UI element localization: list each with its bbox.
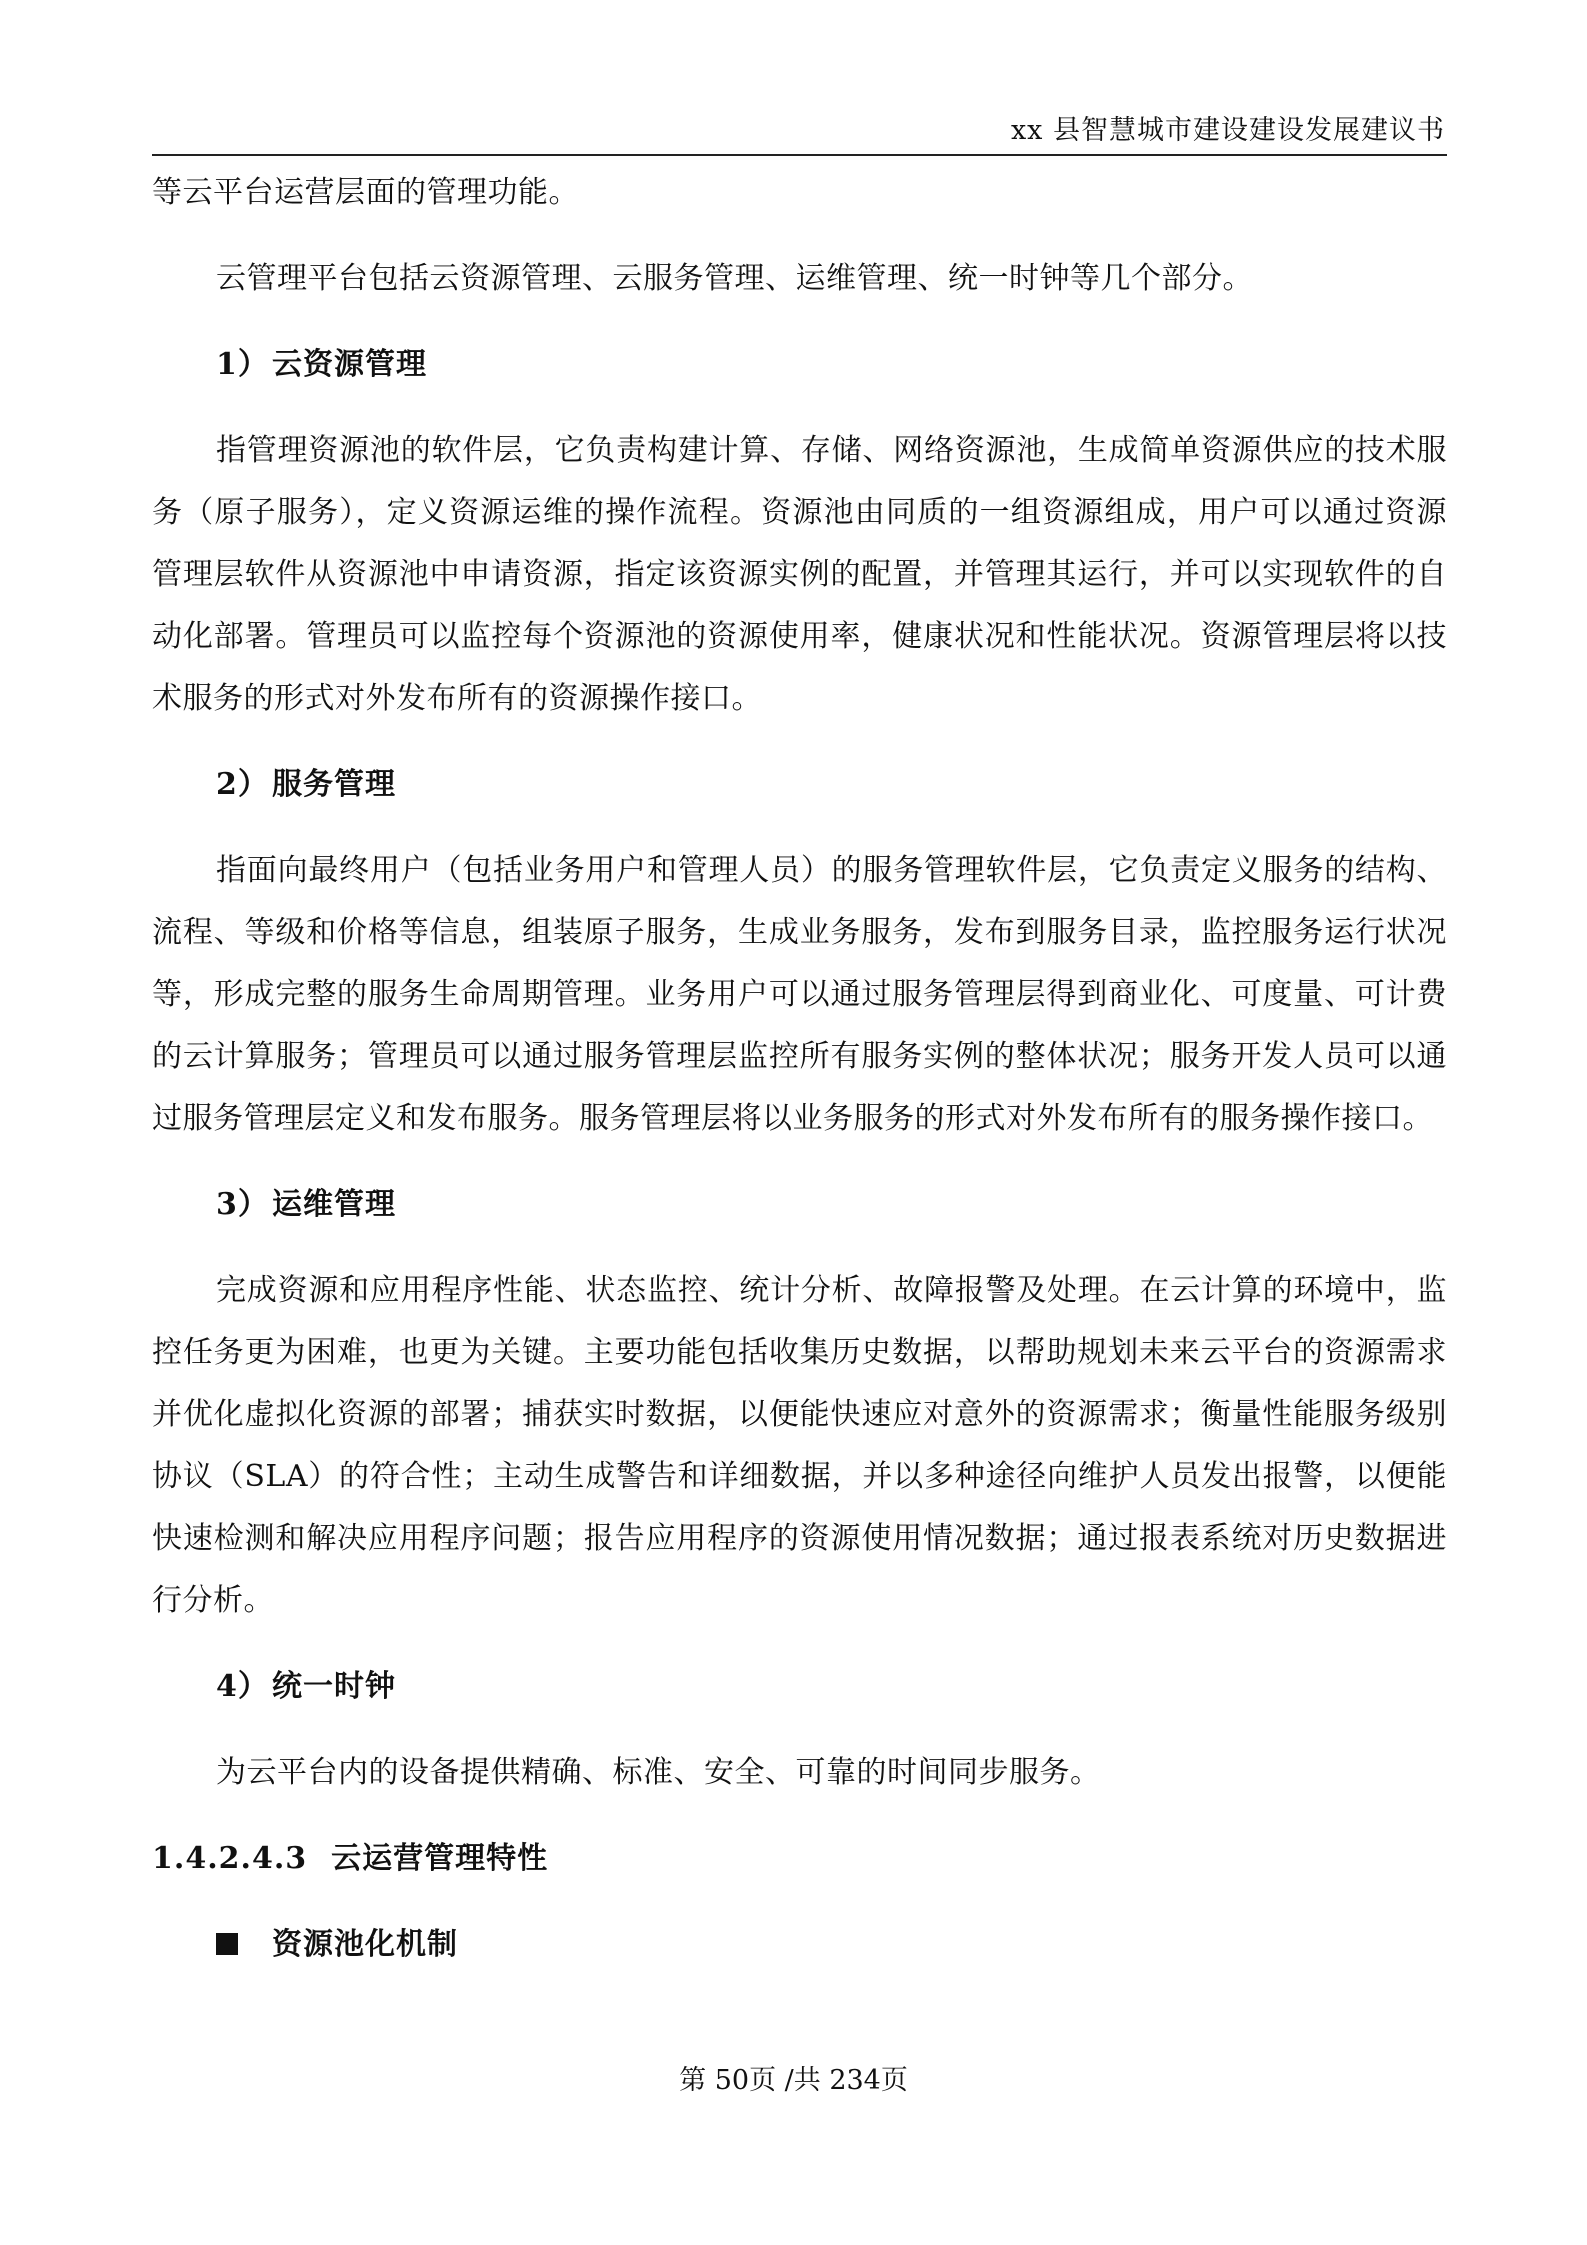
heading-unified-clock — [152, 1656, 1447, 1718]
paragraph-unified-clock: 为云平台内的设备提供精确、标准、安全、可靠的时间同步服务。 — [216, 1755, 1101, 1790]
heading-number: 2） — [216, 767, 269, 802]
page-header — [152, 108, 1447, 156]
paragraph-operations-management: 完成资源和应用程序性能、状态监控、统计分析、故障报警及处理。在云计算的环境中，监控任务更为困难，也更为关键。主要功能包括收集历史数据，以帮助规划未来云平台的资源需求并优化虚拟化资源的部署；捕获实时数据，以便能快速应对意外的资源需求；衡量性能服务级别协议（SLA）的符合性；主动生成警告和详细数据，并以多种途径向维护人员发出报警，以便能快速检测和解决应用程序问题；报告应用程序的资源使用情况数据；通过报表系统对历史数据进行分析。 — [152, 1273, 1447, 1618]
bullet-heading-resource-pooling — [152, 1914, 1447, 1976]
heading-resource-management — [152, 334, 1447, 396]
paragraph-continuation: 等云平台运营层面的管理功能。 — [152, 175, 579, 210]
paragraph-overview: 云管理平台包括云资源管理、云服务管理、运维管理、统一时钟等几个部分。 — [216, 261, 1253, 296]
heading-number: 1） — [216, 347, 269, 382]
heading-title: 运维管理 — [272, 1187, 396, 1222]
square-bullet-icon — [216, 1933, 238, 1955]
page-footer: 第 50页 /共 234页 — [679, 2065, 908, 2096]
section-title: 云运营管理特性 — [331, 1841, 549, 1876]
paragraph-resource-management: 指管理资源池的软件层，它负责构建计算、存储、网络资源池，生成简单资源供应的技术服务（原子服务），定义资源运维的操作流程。资源池由同质的一组资源组成，用户可以通过资源管理层软件从资源池中申请资源，指定该资源实例的配置，并管理其运行，并可以实现软件的自动化部署。管理员可以监控每个资源池的资源使用率，健康状况和性能状况。资源管理层将以技术服务的形式对外发布所有的资源操作接口。 — [152, 433, 1447, 716]
heading-title: 统一时钟 — [272, 1669, 396, 1704]
section-heading — [152, 1828, 1447, 1890]
heading-number: 3） — [216, 1187, 269, 1222]
page-content — [152, 162, 1447, 1976]
heading-number: 4） — [216, 1669, 269, 1704]
heading-operations-management — [152, 1174, 1447, 1236]
section-number: 1.4.2.4.3 — [152, 1841, 308, 1876]
heading-service-management — [152, 754, 1447, 816]
document-title: xx 县智慧城市建设建设发展建议书 — [1010, 115, 1445, 146]
paragraph-service-management: 指面向最终用户（包括业务用户和管理人员）的服务管理软件层，它负责定义服务的结构、流程、等级和价格等信息，组装原子服务，生成业务服务，发布到服务目录，监控服务运行状况等，形成完整的服务生命周期管理。业务用户可以通过服务管理层得到商业化、可度量、可计费的云计算服务；管理员可以通过服务管理层监控所有服务实例的整体状况；服务开发人员可以通过服务管理层定义和发布服务。服务管理层将以业务服务的形式对外发布所有的服务操作接口。 — [152, 853, 1447, 1136]
heading-title: 服务管理 — [272, 767, 396, 802]
bullet-title: 资源池化机制 — [272, 1927, 458, 1962]
heading-title: 云资源管理 — [272, 347, 427, 382]
